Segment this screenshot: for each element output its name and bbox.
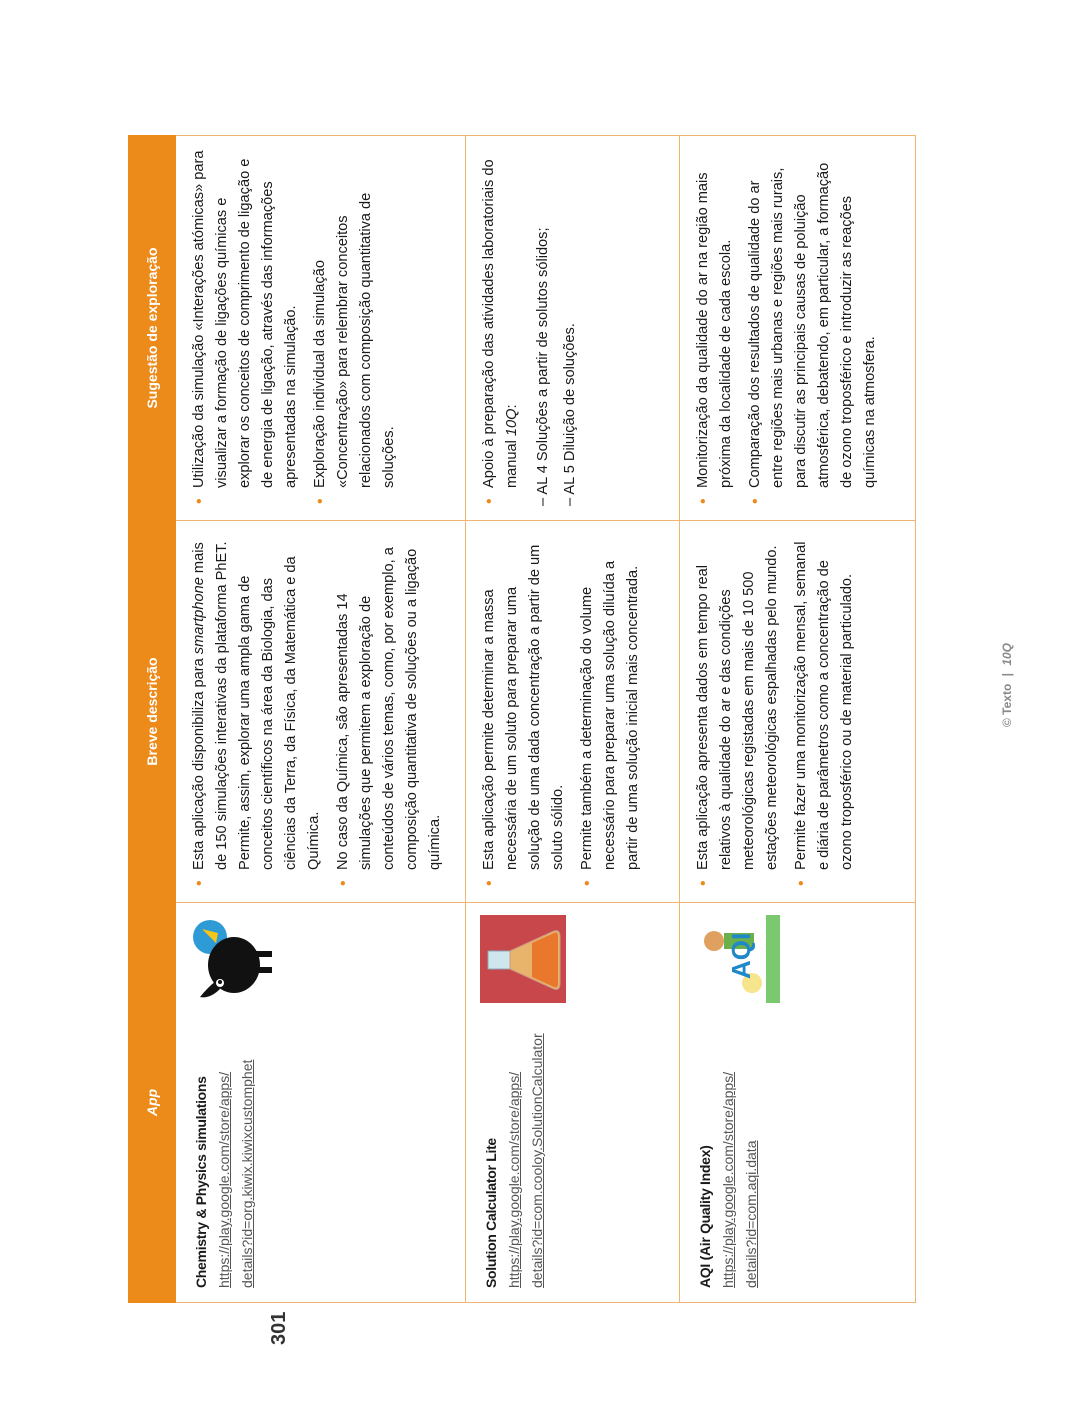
header-description: Breve descrição (129, 521, 176, 903)
app-link-line[interactable]: https://play.google.com/store/apps/ (720, 1071, 736, 1288)
app-link-line[interactable]: details?id=org.kiwix.kiwixcustomphet (239, 1059, 255, 1288)
suggestion-cell (466, 136, 680, 521)
app-cell (680, 903, 916, 1303)
apps-table (128, 135, 916, 1303)
header-app: App (129, 903, 176, 1303)
table-row (466, 136, 680, 1303)
app-link-line[interactable]: https://play.google.com/store/apps/ (216, 1071, 232, 1288)
list-item: • Utilização da simulação «Interações atómicas» para visualizar a formação de ligações químicas e explorar os conceitos de comprimento de ligação e de energia de ligação, através das informações apresentadas na simulação. (188, 150, 303, 506)
aqi-icon (694, 915, 780, 1003)
page-number: 301 (268, 1311, 290, 1345)
app-cell (466, 903, 680, 1303)
aqi-icon-text: AQI (726, 932, 756, 979)
footer-brand: © Texto (1000, 683, 1014, 728)
suggestion-cell (176, 136, 466, 521)
list-item: • Esta aplicação permite determinar a massa necessária de um soluto para preparar uma solução de uma dada concentração a partir de um soluto sólido. (478, 535, 570, 888)
flask-icon (480, 915, 566, 1003)
app-link-line[interactable]: https://play.google.com/store/apps/ (506, 1071, 522, 1288)
suggestion-sub-item: – AL 5 Diluição de soluções. (562, 323, 578, 506)
list-item: • Exploração individual da simulação «Concentração» para relembrar conceitos relacionados com composição quantitativa de soluções. (309, 150, 401, 506)
app-cell (176, 903, 466, 1303)
list-item: • Comparação dos resultados de qualidade do ar entre regiões mais urbanas e regiões mais rurais, para discutir as principais causas de poluição atmosférica, debatendo, em particular, a formação de ozono troposférico e introduzir as reações químicas na atmosfera. (744, 150, 882, 506)
app-name: Solution Calculator Lite (483, 1138, 499, 1288)
footer-separator: | (1000, 673, 1014, 677)
footer-code: 10Q (1000, 642, 1014, 666)
list-item: • Permite fazer uma monitorização mensal, semanal e diária de parâmetros como a concentração de ozono troposférico ou de material particulado. (790, 535, 859, 888)
app-link-line[interactable]: details?id=com.aqi.data (743, 1140, 759, 1288)
table-row (680, 136, 916, 1303)
phet-kiwi-icon (190, 915, 276, 1003)
list-item: • Esta aplicação apresenta dados em tempo real relativos à qualidade do ar e das condições meteorológicas registadas em mais de 10 500 estações meteorológicas espalhadas pelo mundo. (692, 535, 784, 888)
footer (1000, 565, 1014, 805)
header-suggestion: Sugestão de exploração (129, 136, 176, 521)
list-item: • No caso da Química, são apresentadas 14 simulações que permitem a exploração de conteúdos de vários temas, como, por exemplo, a composição quantitativa de soluções ou a ligação química. (332, 535, 447, 888)
table-header-row (129, 136, 176, 1303)
list-item: • Permite também a determinação do volume necessário para preparar uma solução diluída a partir de uma solução inicial mais concentrada. (576, 535, 645, 888)
list-item: • Apoio à preparação das atividades laboratoriais do manual 10Q: (478, 150, 524, 506)
app-name: AQI (Air Quality Index) (697, 1145, 713, 1288)
list-item: • Esta aplicação disponibiliza para smartphone mais de 150 simulações interativas da plataforma PhET. Permite, assim, explorar uma ampla gama de conceitos científicos na área da Biologia, das ciências da Terra, da Física, da Matemática e da Química. (188, 535, 326, 888)
description-cell (466, 521, 680, 903)
description-cell (176, 521, 466, 903)
suggestion-sub-item: – AL 4 Soluções a partir de solutos sólidos; (535, 227, 551, 506)
app-name: Chemistry & Physics simulations (193, 1076, 209, 1288)
list-item: • Monitorização da qualidade do ar na região mais próxima da localidade de cada escola. (692, 150, 738, 506)
table-row (176, 136, 466, 1303)
suggestion-cell (680, 136, 916, 521)
app-link-line[interactable]: details?id=com.cooloy.SolutionCalculator (529, 1033, 545, 1288)
description-cell (680, 521, 916, 903)
